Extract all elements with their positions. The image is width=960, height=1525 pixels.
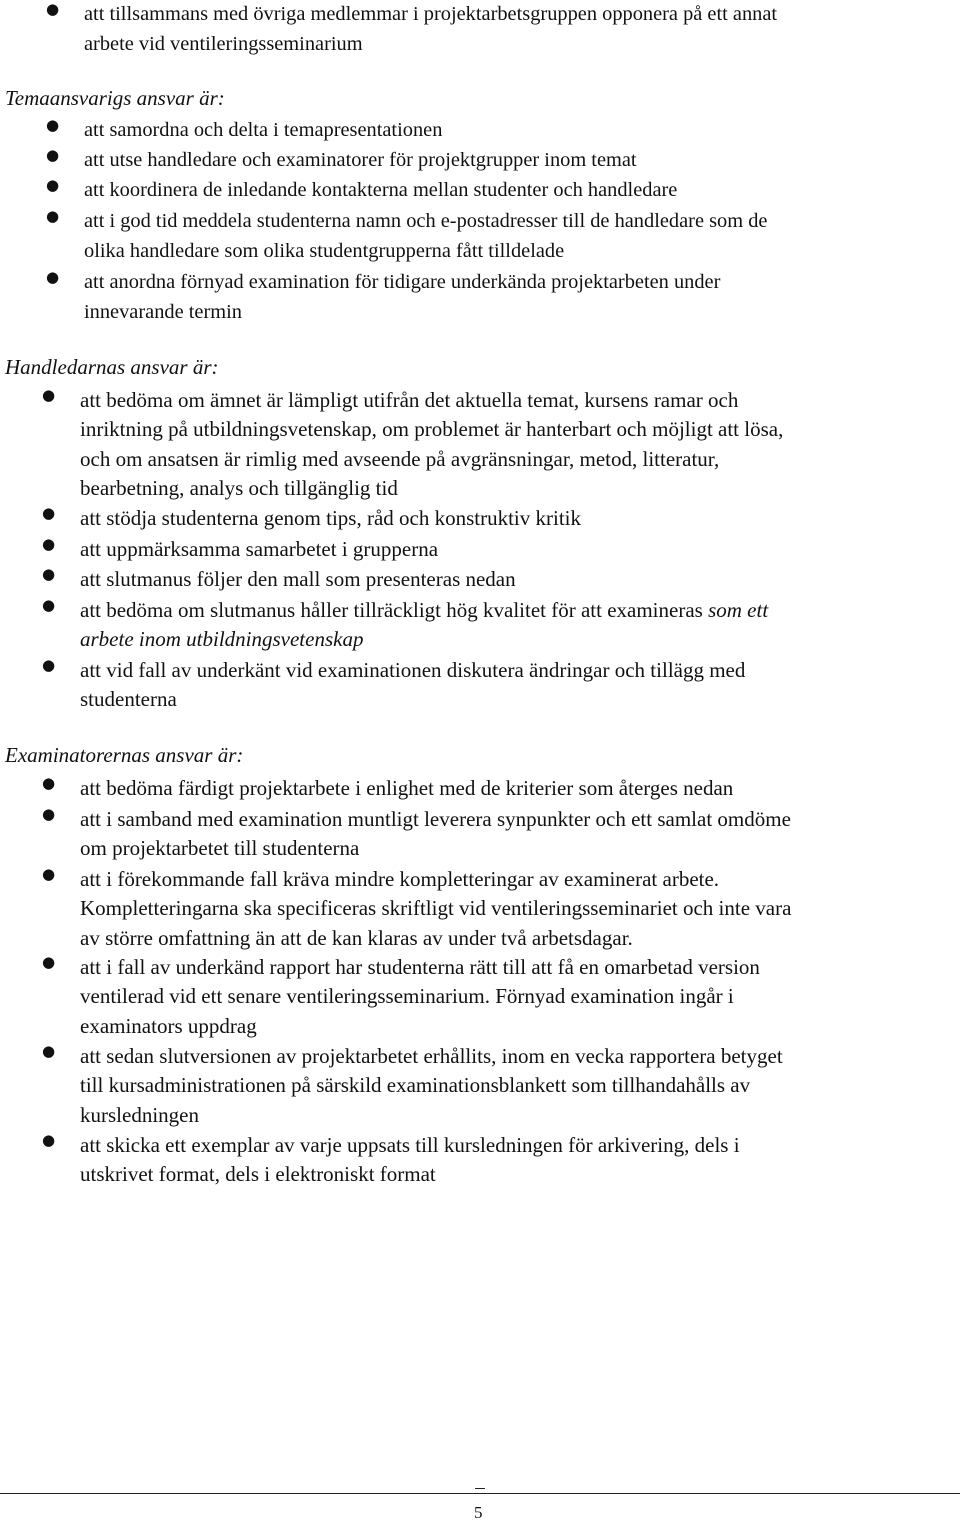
bullet-dot-icon: ● bbox=[42, 386, 56, 404]
list-item-line: att sedan slutversionen av projektarbetet erhållits, inom en vecka rapportera betyget bbox=[80, 1044, 783, 1068]
bullet-dot-icon: ● bbox=[46, 116, 60, 134]
list-item bbox=[46, 176, 678, 206]
list-item bbox=[42, 774, 734, 803]
list-item bbox=[42, 1042, 783, 1130]
list-item bbox=[42, 504, 581, 533]
bullet-dot-icon: ● bbox=[42, 774, 56, 792]
list-item bbox=[46, 116, 443, 146]
list-item-line: att anordna förnyad examination för tidigare underkända projektarbeten under bbox=[84, 271, 721, 293]
list-item bbox=[42, 865, 792, 953]
list-item-line: bearbetning, analys och tillgänglig tid bbox=[80, 475, 398, 500]
list-item bbox=[46, 268, 721, 327]
list-item-line: att i samband med examination muntligt leverera synpunkter och ett samlat omdöme bbox=[80, 807, 791, 831]
list-item bbox=[42, 656, 746, 715]
list-item-line: att i god tid meddela studenterna namn och e-postadresser till de handledare som de bbox=[84, 210, 768, 232]
footer-dash bbox=[475, 1488, 485, 1489]
page-number: 5 bbox=[474, 1503, 483, 1522]
list-item-line: Kompletteringarna ska specificeras skriftligt vid ventileringsseminariet och inte vara bbox=[80, 896, 792, 921]
list-item-line: om projektarbetet till studenterna bbox=[80, 836, 360, 861]
section-heading-temaansvarig: Temaansvarigs ansvar är: bbox=[5, 86, 225, 110]
italic-phrase: arbete inom utbildningsvetenskap bbox=[80, 627, 364, 652]
list-item bbox=[42, 596, 769, 655]
list-item bbox=[42, 805, 791, 864]
list-item bbox=[42, 565, 516, 594]
bullet-dot-icon: ● bbox=[46, 268, 60, 286]
list-item-line: av större omfattning än att de kan klaras av under två arbetsdagar. bbox=[80, 925, 633, 950]
list-item-line: utskrivet format, dels i elektroniskt format bbox=[80, 1162, 436, 1187]
list-item-line: att koordinera de inledande kontakterna mellan studenter och handledare bbox=[84, 179, 678, 201]
list-item bbox=[42, 1131, 740, 1190]
footer-divider bbox=[0, 1493, 960, 1494]
list-item-line bbox=[80, 596, 768, 625]
list-item bbox=[46, 207, 768, 266]
list-item-line: ventilerad vid ett senare ventileringsseminarium. Förnyad examination ingår i bbox=[80, 984, 734, 1009]
bullet-dot-icon: ● bbox=[42, 1042, 56, 1060]
bullet-dot-icon: ● bbox=[42, 1131, 56, 1149]
list-item bbox=[46, 146, 637, 176]
bullet-dot-icon: ● bbox=[42, 596, 56, 614]
list-item-line: att tillsammans med övriga medlemmar i projektarbetsgruppen opponera på ett annat bbox=[84, 3, 778, 25]
list-item-line: att skicka ett exemplar av varje uppsats till kursledningen för arkivering, dels i bbox=[80, 1133, 740, 1157]
list-item-line: kursledningen bbox=[80, 1102, 199, 1127]
list-item bbox=[42, 535, 439, 564]
list-item bbox=[42, 953, 760, 1041]
list-item-line: att samordna och delta i temapresentationen bbox=[84, 119, 443, 141]
italic-phrase: som ett bbox=[708, 598, 769, 622]
bullet-dot-icon: ● bbox=[46, 0, 60, 18]
list-item bbox=[42, 386, 784, 503]
list-item-line: att stödja studenterna genom tips, råd och konstruktiv kritik bbox=[80, 506, 581, 530]
list-item-line: och om ansatsen är rimlig med avseende på avgränsningar, metod, litteratur, bbox=[80, 446, 720, 471]
section-heading-handledare: Handledarnas ansvar är: bbox=[5, 355, 219, 379]
bullet-dot-icon: ● bbox=[42, 656, 56, 674]
bullet-dot-icon: ● bbox=[42, 805, 56, 823]
list-item-line: att utse handledare och examinatorer för projektgrupper inom temat bbox=[84, 149, 637, 171]
list-item-line: innevarande termin bbox=[84, 300, 242, 323]
list-item-text: att bedöma om slutmanus håller tillräckligt hög kvalitet för att examineras bbox=[80, 598, 703, 622]
list-item bbox=[46, 0, 778, 59]
list-item-line: olika handledare som olika studentgrupperna fått tilldelade bbox=[84, 239, 565, 262]
list-item-line: att uppmärksamma samarbetet i grupperna bbox=[80, 537, 439, 561]
list-item-line: att vid fall av underkänt vid examinationen diskutera ändringar och tillägg med bbox=[80, 658, 746, 682]
list-item-line bbox=[80, 625, 768, 654]
list-item-line: att bedöma om ämnet är lämpligt utifrån det aktuella temat, kursens ramar och bbox=[80, 388, 739, 412]
list-item-line: inriktning på utbildningsvetenskap, om problemet är hanterbart och möjligt att lösa, bbox=[80, 417, 784, 442]
bullet-dot-icon: ● bbox=[42, 535, 56, 553]
section-heading-examinatorer: Examinatorernas ansvar är: bbox=[5, 743, 244, 767]
list-item-line: till kursadministrationen på särskild examinationsblankett som tillhandahålls av bbox=[80, 1073, 751, 1098]
bullet-dot-icon: ● bbox=[46, 146, 60, 164]
list-item-line: att slutmanus följer den mall som presenteras nedan bbox=[80, 567, 516, 591]
bullet-dot-icon: ● bbox=[42, 953, 56, 971]
bullet-dot-icon: ● bbox=[46, 207, 60, 225]
bullet-dot-icon: ● bbox=[42, 565, 56, 583]
bullet-dot-icon: ● bbox=[42, 504, 56, 522]
list-item-line: examinators uppdrag bbox=[80, 1013, 257, 1038]
list-item-line: arbete vid ventileringsseminarium bbox=[84, 32, 363, 55]
bullet-dot-icon: ● bbox=[46, 176, 60, 194]
list-item-line: studenterna bbox=[80, 687, 177, 712]
list-item-line: att i fall av underkänd rapport har studenterna rätt till att få en omarbetad version bbox=[80, 955, 760, 979]
list-item-line: att i förekommande fall kräva mindre kompletteringar av examinerat arbete. bbox=[80, 867, 720, 891]
list-item-line: att bedöma färdigt projektarbete i enlighet med de kriterier som återges nedan bbox=[80, 776, 734, 800]
bullet-dot-icon: ● bbox=[42, 865, 56, 883]
